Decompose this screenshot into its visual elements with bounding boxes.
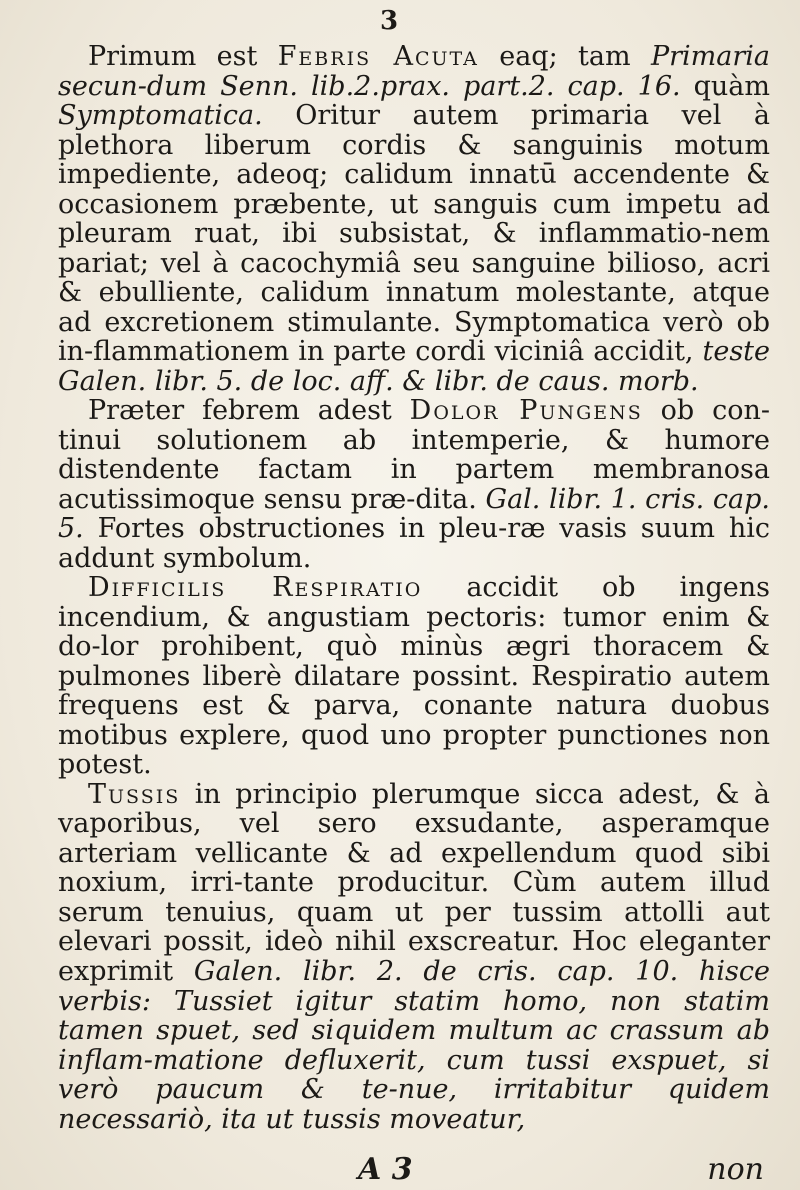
citation-galen-cris: Gal. libr. 1. cris. cap. 5. <box>58 483 770 545</box>
quote-galen: Galen. libr. 2. de cris. cap. 10. hisce verbis: Tussiet igitur statim homo, non statim tamen spuet, sed siquidem multum ac crassum ab inflam-matione defluxerit, cum tussi exspuet, si verò paucum & te-nue, irritabitur quidem necessariò, ita ut tussis moveatur, <box>58 955 770 1135</box>
text-run: eaq; tam <box>478 41 651 72</box>
signature-mark: A 3 <box>358 1152 413 1187</box>
text-run: accidit ob ingens incendium, & angustiam pectoris: tumor enim & do-lor prohibent, quò minùs ægri thoracem & pulmones liberè dilatare possint. Respiratio autem frequens est & parva, conante natura duobus motibus explere, quod uno propter punctiones non potest. <box>58 572 770 781</box>
text-run: Fortes obstructiones in pleu-ræ vasis suum hic addunt symbolum. <box>58 513 770 574</box>
text-run: Primum est <box>88 41 278 72</box>
page-number: 3 <box>380 6 400 36</box>
text-run: in principio plerumque sicca adest, & à vaporibus, vel sero exsudante, asperamque arteriam vellicante & ad expellendum quod sibi noxium, irri-tante producitur. Cùm autem illud serum tenuius, quam ut per tussim attolli aut elevari possit, ideò nihil exscreatur. Hoc eleganter exprimit <box>58 778 770 987</box>
body-text <box>58 42 770 1134</box>
term-dolor-pungens: Dolor Pungens <box>409 395 643 427</box>
paragraph-cough <box>58 780 770 1134</box>
text-run: Oritur autem primaria vel à plethora liberum cordis & sanguinis motum impediente, adeoq; calidum innatū accendente & occasionem præbente, ut sanguis cum impetu ad pleuram ruat, ibi subsistat, & inflammatio-nem pariat; vel à cacochymiâ seu sanguine bilioso, acri & ebulliente, calidum innatum molestante, atque ad excretionem stimulante. Symptomatica verò ob in-flammationem in parte cordi viciniâ accidit, <box>58 100 770 368</box>
term-difficilis-respiratio: Difficilis Respiratio <box>88 572 423 604</box>
text-run: quàm <box>680 70 770 102</box>
term-symptomatica: Symptomatica. <box>58 100 263 132</box>
citation-senn: Primaria secun-dum Senn. lib.2.prax. part.2. cap. 16. <box>58 41 770 102</box>
paragraph-pain <box>58 396 770 573</box>
page-footer <box>58 1152 770 1186</box>
catchword: non <box>707 1152 764 1187</box>
citation-galen-loc: teste Galen. libr. 5. de loc. aff. & libr. de caus. morb. <box>58 336 770 397</box>
paragraph-respiration <box>58 573 770 780</box>
paragraph-fever <box>58 42 770 396</box>
text-run: Præter febrem adest <box>88 395 410 427</box>
term-tussis: Tussis <box>88 778 181 810</box>
term-febris-acuta: Febris Acuta <box>277 41 479 72</box>
text-run: ob con-tinui solutionem ab intemperie, & humore distendente factam in partem membranosa acutissimoque sensu præ-dita. <box>58 395 770 515</box>
